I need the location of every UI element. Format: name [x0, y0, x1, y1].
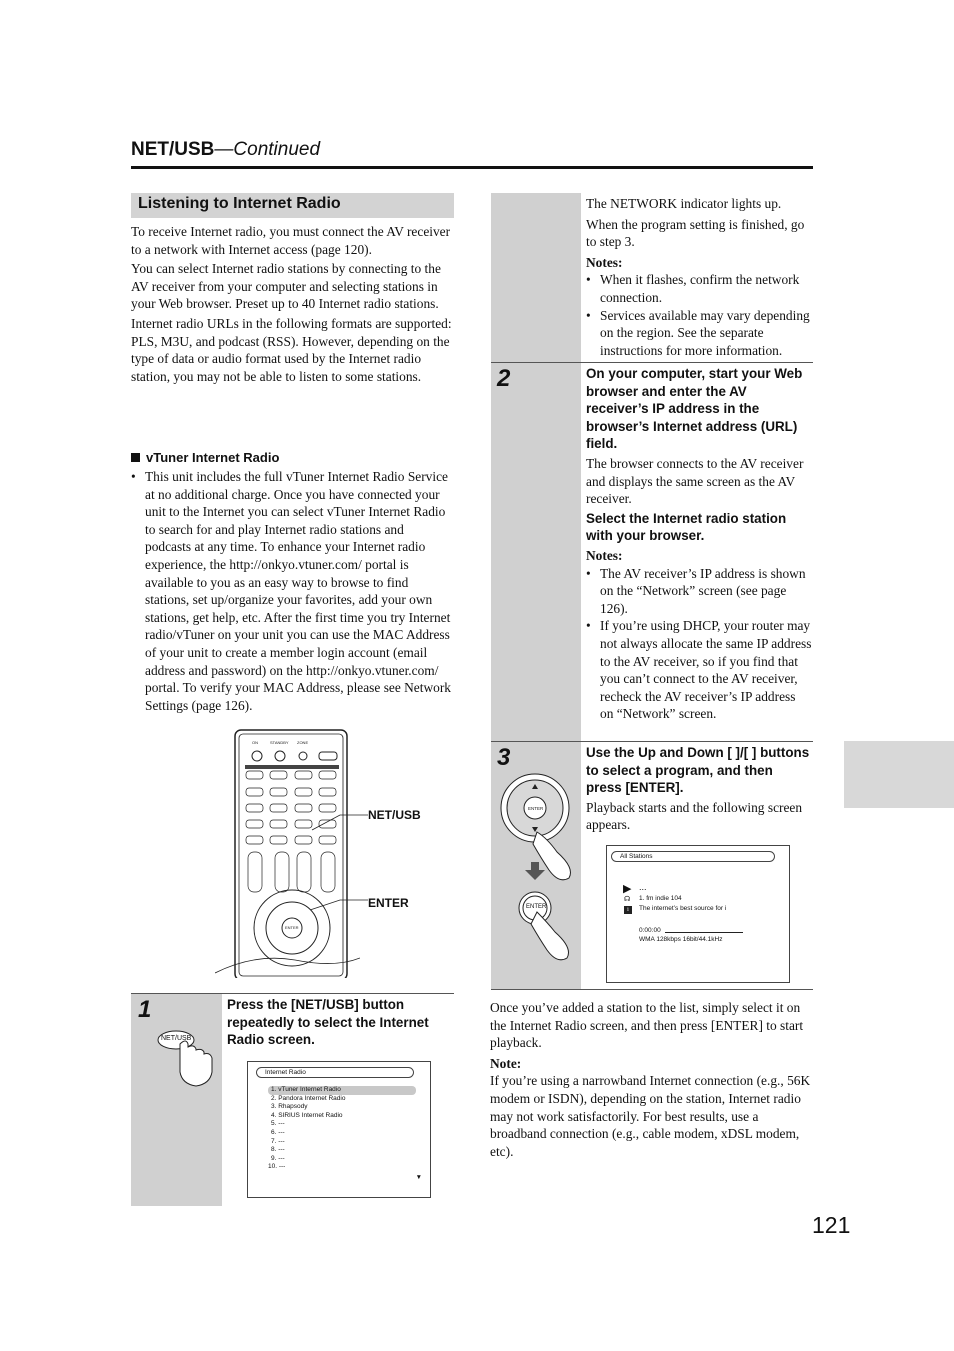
audio-format: WMA 128kbps 16bit/44.1kHz [639, 936, 723, 943]
chapter-tab [844, 741, 954, 808]
intro-text [131, 223, 453, 387]
step2-result: The browser connects to the AV receiver and displays the same screen as the AV receiver. [586, 455, 804, 507]
svg-text:STANDBY: STANDBY [270, 740, 289, 745]
svg-text:ENTER: ENTER [285, 925, 299, 930]
station-name: 1. fm indie 104 [639, 895, 682, 902]
page-header [131, 139, 320, 161]
list-item[interactable]: 7. --- [271, 1137, 285, 1145]
step2-instruction: On your computer, start your Web browser and enter the AV receiver’s IP address in the browser’s Internet address (URL) field. [586, 366, 803, 452]
note-item: • Services available may vary depending on the region. See the separate instructions for more information. [586, 307, 812, 360]
enter-callout-label: ENTER [368, 896, 409, 910]
note-item: • If you’re using DHCP, your router may not always allocate the same IP address to the AV receiver, so if you find that you can’t connect to the AV receiver, recheck the AV receiver’s IP address on “Network” screen. [586, 617, 812, 723]
list-item[interactable]: 8. --- [271, 1146, 285, 1154]
intro-paragraph: You can select Internet radio stations by connecting to the AV receiver from your computer and selecting stations in your Web browser. Preset up to 40 Internet radio stations. [131, 261, 441, 312]
enter-button-label: ENTER [526, 904, 547, 910]
step2-number: 2 [497, 365, 511, 392]
note-heading: Note: [490, 1055, 522, 1071]
play-icon: ▶ [623, 883, 632, 895]
station-description: The internet’s best source for i [639, 905, 727, 912]
step3-instruction: Use the Up and Down [ ]/[ ] buttons to select a program, and then press [ENTER]. [586, 745, 810, 796]
list-item[interactable]: 2. Pandora Internet Radio [271, 1094, 346, 1102]
list-item[interactable]: 6. --- [271, 1128, 285, 1136]
note-item: • The AV receiver’s IP address is shown on the “Network” screen (see page 126). [586, 565, 812, 618]
header-section: NET/USB [131, 139, 215, 160]
note-text: If you’re using a narrowband Internet connection (e.g., 56K modem or ISDN), depending on the station, Internet radio may not work satisfactorily. For best results, use a broadband connection (e.g., cable modem, xDSL modem, etc). [490, 1073, 811, 1159]
svg-text:ON: ON [252, 740, 258, 745]
closing-text [490, 999, 812, 1160]
step-continued-text [586, 195, 812, 359]
progress-bar [665, 932, 743, 933]
note-item: • When it flashes, confirm the network connection. [586, 271, 812, 306]
intro-paragraph: Internet radio URLs in the following formats are supported: PLS, M3U, and podcast (RSS). However, depending on the type of data or audio format used by the Internet radio station, you may not be able to listen to some stations. [131, 315, 452, 384]
internet-radio-screen [247, 1061, 431, 1198]
list-item[interactable]: 3. Rhapsody [271, 1103, 308, 1111]
list-item[interactable]: 4. SIRIUS Internet Radio [271, 1111, 343, 1119]
info-icon: i [624, 906, 632, 914]
list-item[interactable]: 10. --- [268, 1163, 286, 1171]
antenna-icon: ☊ [624, 895, 631, 903]
pointing-hand-icon [152, 1022, 222, 1092]
screen-title: Internet Radio [256, 1067, 414, 1078]
notes-heading: Notes: [586, 254, 623, 270]
svg-text:ZONE: ZONE [297, 740, 309, 745]
step3-result: Playback starts and the following screen appears. [586, 799, 803, 833]
vtuner-bullet-text: This unit includes the full vTuner Internet Radio Service at no additional charge. Once you have connected your unit to the Internet you can select vTuner Internet Radio to search for and play Internet radio stations and podcasts at any time. To enhance your Internet radio experience, the http://onkyo.vtuner.com/ portal is available to you as an easy way to browse to find stations, set up/organize your favorites, add your own stations, get help, etc. After the first time you try Internet radio/vTuner on your unit you can use the MAC Address of your unit to create a member login account (email address and password) on the http://onkyo.vtuner.com/ portal. To verify your MAC Address, please see Network Settings (page 126). [145, 469, 451, 713]
step2-instruction-2: Select the Internet radio station with your browser. [586, 510, 787, 544]
station-list [268, 1086, 430, 1172]
list-item[interactable]: 1. vTuner Internet Radio [268, 1086, 416, 1095]
step3-content [586, 744, 812, 834]
net-usb-button-label: NET/USB [161, 1035, 192, 1042]
step2-content [586, 365, 812, 723]
step-panel-gray [491, 193, 581, 362]
header-rule [131, 166, 813, 169]
go-to-step-text: When the program setting is finished, go to step 3. [586, 216, 805, 250]
intro-paragraph: To receive Internet radio, you must connect the AV receiver to a network with Internet access (page 120). [131, 224, 451, 257]
network-indicator-text: The NETWORK indicator lights up. [586, 196, 782, 211]
square-bullet-icon [131, 453, 140, 462]
step1-instruction: Press the [NET/USB] button repeatedly to select the Internet Radio screen. [227, 997, 429, 1048]
list-item[interactable]: 9. --- [271, 1154, 285, 1162]
scroll-down-icon: ▼ [415, 1174, 422, 1182]
section-title: Listening to Internet Radio [138, 195, 341, 212]
dots-indicator: ... [639, 882, 647, 892]
header-continued: —Continued [214, 139, 321, 160]
step3-number: 3 [497, 744, 511, 771]
svg-text:ENTER: ENTER [528, 806, 544, 811]
step1-number: 1 [138, 996, 152, 1023]
elapsed-time: 0:00:00 [639, 927, 661, 934]
notes-heading: Notes: [586, 547, 623, 563]
vtuner-heading-text: vTuner Internet Radio [146, 450, 280, 465]
net-usb-callout-label: NET/USB [368, 808, 421, 822]
all-stations-screen [606, 845, 790, 983]
vtuner-heading [131, 450, 279, 465]
step2-panel [491, 363, 581, 741]
closing-paragraph: Once you’ve added a station to the list, simply select it on the Internet Radio screen, and then press [ENTER] to start playback. [490, 1000, 804, 1051]
vtuner-bullet: • This unit includes the full vTuner Internet Radio Service at no additional charge. Once you have connected your unit to the Internet you can select vTuner Internet Radio to search for and play Internet radio stations and podcasts at any time. To enhance your Internet radio experience, the http://onkyo.vtuner.com/ portal is available to you as an easy way to browse to find stations, set up/organize your favorites, add your own stations, get help, etc. After the first time you try Internet radio/vTuner on your unit you can use the MAC Address of your unit to create a member login account (email address and password) on the http://onkyo.vtuner.com/ portal. To verify your MAC Address, please see Network Settings (page 126). [131, 469, 451, 713]
page-number: 121 [812, 1212, 851, 1238]
remote-cursor-pad-illustration [497, 772, 581, 962]
callout-lines [300, 800, 370, 910]
list-item[interactable]: 5. --- [271, 1120, 285, 1128]
screen-title: All Stations [611, 851, 775, 862]
step-divider [491, 989, 813, 990]
